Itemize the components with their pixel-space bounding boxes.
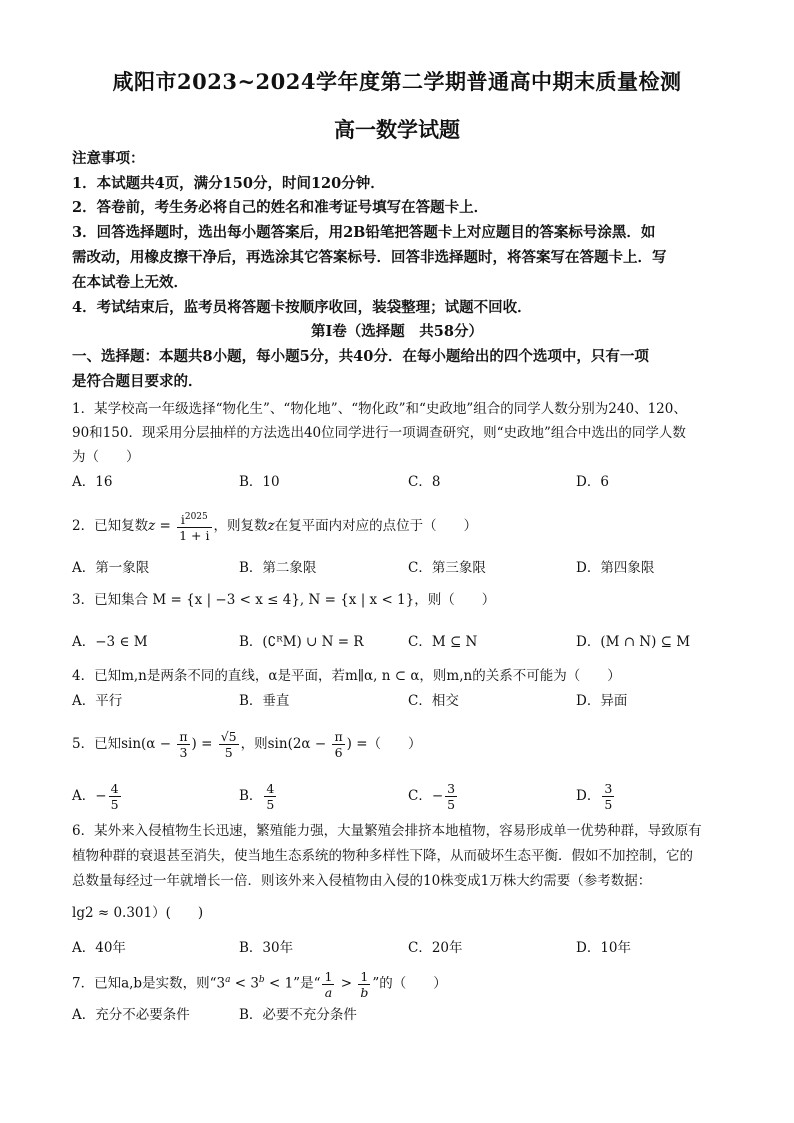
q5-option-b: B． $\frac{4}{5}$: [239, 781, 275, 812]
q7-option-b: B．必要不充分条件: [239, 1007, 357, 1023]
q5-option-c: C．− $\frac{3}{5}$: [408, 781, 456, 812]
q2-var-z: z: [148, 518, 156, 534]
q6-line-3: 总数量每经过一年就增长一倍．则该外来入侵植物由入侵的10株变成1万株大约需要（参考数据：: [72, 873, 652, 889]
q2-mid: ，则复数: [213, 518, 268, 534]
q3-option-c: C．M ⊆ N: [408, 634, 478, 650]
exam-subtitle: 高一数学试题: [334, 117, 460, 142]
q7-option-a: A．充分不必要条件: [72, 1007, 190, 1023]
q1-option-c: C．8: [408, 474, 441, 490]
q3-option-a: A．−3 ∈ M: [72, 634, 148, 650]
q5-post: ) =（ ）: [346, 736, 422, 752]
q5-frac-pi-3: $\frac{\pi}{3}$: [179, 729, 188, 760]
q6-line-2: 植物种群的衰退甚至消失，使当地生态系统的物种多样性下降，从而破坏生态平衡．假如不加控制，它的: [72, 848, 693, 864]
q5-pre: 5．已知sin(α −: [72, 736, 176, 752]
q6-option-c: C．20年: [408, 940, 463, 956]
q4-option-b: B．垂直: [239, 693, 290, 709]
q5-option-d: D． $\frac{3}{5}$: [576, 781, 613, 812]
q5-mid1: ) =: [191, 736, 217, 752]
section1-line-1: 一、选择题：本题共8小题，每小题5分，共40分．在每小题给出的四个选项中，只有一项: [72, 348, 649, 365]
q4-stem: 4．已知m,n是两条不同的直线，α是平面，若m∥α, n ⊂ α，则m,n的关系不可能为（ ）: [72, 668, 621, 684]
q2-var-z-2: z: [267, 518, 275, 534]
q1-line-3: 为（ ）: [72, 449, 140, 465]
q2-option-c: C．第三象限: [408, 560, 486, 576]
q1-option-a: A．16: [72, 474, 113, 490]
q5-frac-pi-6: $\frac{\pi}{6}$: [334, 729, 343, 760]
q1-option-b: B．10: [239, 474, 280, 490]
q1-line-2: 90和150．现采用分层抽样的方法选出40位同学进行一项调查研究，则“史政地”组合中选出的同学人数: [72, 425, 686, 441]
q4-option-c: C．相交: [408, 693, 459, 709]
q6-option-a: A．40年: [72, 940, 126, 956]
q6-option-b: B．30年: [239, 940, 294, 956]
q2-option-a: A．第一象限: [72, 560, 150, 576]
q5-option-a: A．− $\frac{4}{5}$: [72, 781, 119, 812]
q4-option-a: A．平行: [72, 693, 123, 709]
q2-eq: =: [155, 518, 176, 534]
q2-num: i: [180, 512, 185, 528]
q2-stem: [72, 508, 732, 544]
notice-item-2: 2．答卷前，考生务必将自己的姓名和准考证号填写在答题卡上．: [72, 199, 489, 216]
notice-item-3-line-2: 需改动，用橡皮擦干净后，再选涂其它答案标号．回答非选择题时，将答案写在答题卡上．写: [72, 249, 667, 266]
section1-line-2: 是符合题目要求的．: [72, 373, 203, 390]
q6-option-d: D．10年: [576, 940, 632, 956]
q7-frac-1-a: $\frac{1}{a}$: [324, 968, 333, 1000]
q4-option-d: D．异面: [576, 693, 628, 709]
q7-frac-1-b: $\frac{1}{b}$: [360, 968, 369, 1000]
notice-item-3-line-3: 在本试卷上无效．: [72, 274, 188, 291]
notice-item-1: 1．本试题共4页，满分150分，时间120分钟．: [72, 175, 385, 192]
q3-option-d: D．(M ∩ N) ⊆ M: [576, 634, 691, 650]
notice-heading: 注意事项：: [72, 150, 145, 167]
q7-pre: 7．已知a,b是实数，则“3: [72, 975, 226, 992]
q2-post: 在复平面内对应的点位于（ ）: [274, 518, 478, 534]
q5-stem: [72, 726, 732, 762]
q6-line-1: 6．某外来入侵植物生长迅速，繁殖能力强，大量繁殖会排挤本地植物，容易形成单一优势种群，导致原有: [72, 823, 702, 839]
q2-option-d: D．第四象限: [576, 560, 655, 576]
q1-option-d: D．6: [576, 474, 609, 490]
exam-title: 咸阳市2023~2024学年度第二学期普通高中期末质量检测: [112, 69, 682, 94]
q3-option-b: B．(∁ᴿM) ∪ N = R: [239, 634, 364, 650]
notice-item-3-line-1: 3．回答选择题时，选出每小题答案后，用2B铅笔把答题卡上对应题目的答案标号涂黑．如: [72, 224, 656, 241]
q1-line-1: 1．某学校高一年级选择“物化生”、“物化地”、“物化政”和“史政地”组合的同学人数分别为240、120、: [72, 401, 687, 417]
q2-exp: 2025: [184, 511, 208, 522]
part1-heading: 第Ⅰ卷（选择题 共58分）: [311, 323, 483, 340]
q2-den: 1 + i: [179, 528, 210, 544]
q5-frac-sqrt5-5: $\frac{√5}{5}$: [220, 729, 237, 760]
q2-fraction: [177, 510, 211, 543]
q2-pre: 2．已知复数: [72, 518, 149, 534]
q5-mid2: ，则sin(2α −: [240, 736, 331, 752]
q7-stem: 7．已知a,b是实数，则“$3^a < 3^b < 1$”是“ $\frac{1}{a}$ > $\frac{1}{b}$ ”的（ ）: [72, 968, 447, 1000]
q3-stem: 3．已知集合 M = {x | −3 < x ≤ 4}, N = {x | x < 1}，则（ ）: [72, 592, 496, 608]
notice-item-4: 4．考试结束后，监考员将答题卡按顺序收回，装袋整理；试题不回收．: [72, 299, 532, 316]
q2-option-b: B．第二象限: [239, 560, 317, 576]
q6-line-4: lg2 ≈ 0.301）( ): [72, 905, 204, 921]
